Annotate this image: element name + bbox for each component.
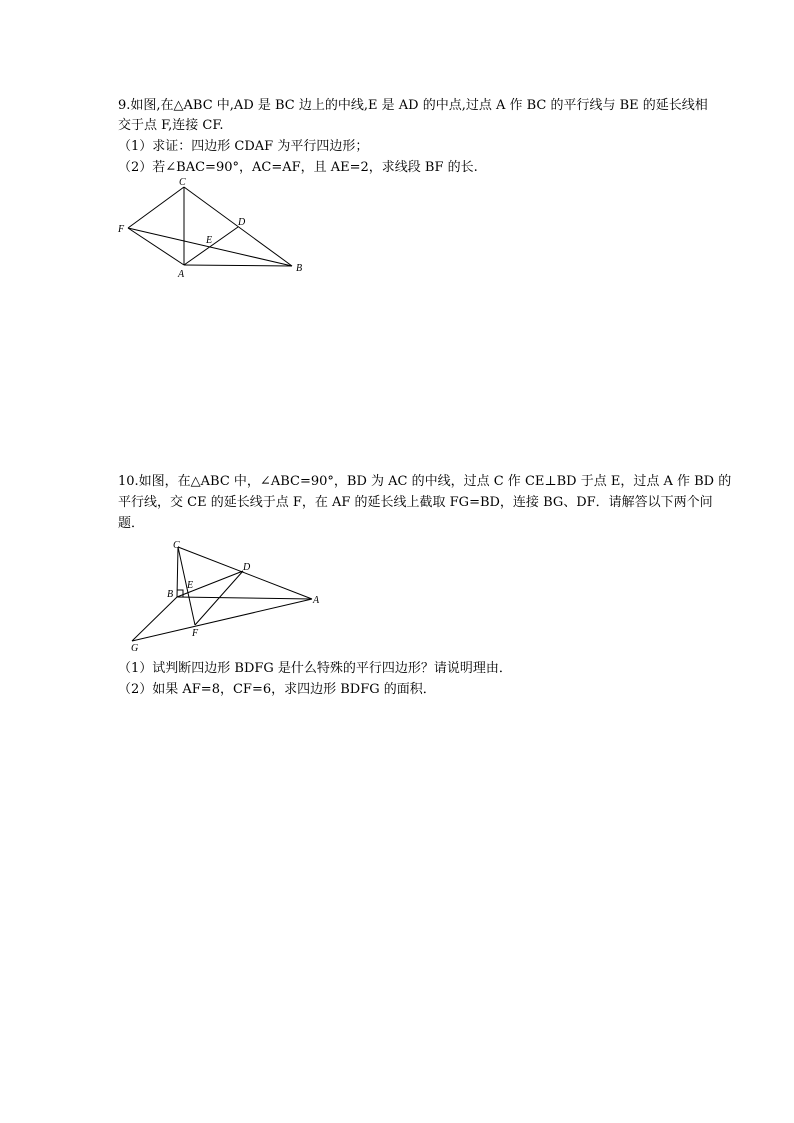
problem9-statement-line1: 9.如图,在△ABC 中,AD 是 BC 边上的中线,E 是 AD 的中点,过点 A 作 BC 的平行线与 BE 的延长线相 (118, 98, 708, 113)
problem10-statement-line2: 平行线，交 CE 的延长线于点 F，在 AF 的延长线上截取 FG=BD，连接 BG、DF．请解答以下两个问 (118, 495, 713, 510)
point-label-c: C (173, 540, 180, 551)
segment-cf (128, 187, 184, 228)
problem9-geometry-figure (110, 175, 320, 285)
problem9-statement-line2: 交于点 F,连接 CF. (118, 118, 224, 133)
problem10-statement-line3: 题． (118, 516, 145, 531)
point-label-a: A (178, 269, 185, 280)
segment-ab (184, 265, 292, 266)
problem10-part2: （2）如果 AF=8，CF=6，求四边形 BDFG 的面积． (118, 682, 436, 697)
problem9-part1: （1）求证：四边形 CDAF 为平行四边形； (118, 139, 369, 154)
point-label-g: G (131, 643, 139, 654)
point-label-b: B (296, 263, 303, 274)
point-label-f: F (192, 628, 199, 639)
point-label-e: E (206, 235, 213, 246)
point-label-e: E (187, 580, 194, 591)
segment-ca (178, 547, 312, 599)
segment-bg (132, 597, 177, 641)
segment-ad (184, 227, 238, 265)
point-label-d: D (243, 562, 251, 573)
point-label-d: D (238, 217, 246, 228)
problem10-part1: （1）试判断四边形 BDFG 是什么特殊的平行四边形？请说明理由． (118, 661, 512, 676)
problem10-geometry-figure (122, 537, 327, 655)
point-label-a: A (313, 595, 320, 606)
problem10-statement-line1: 10.如图，在△ABC 中，∠ABC=90°，BD 为 AC 的中线，过点 C 作 CE⊥BD 于点 E，过点 A 作 BD 的 (118, 474, 732, 489)
segment-fa (128, 228, 184, 265)
point-label-c: C (179, 177, 186, 188)
point-label-f: F (118, 224, 125, 235)
problem9-part2: （2）若∠BAC=90°，AC=AF，且 AE=2，求线段 BF 的长. (118, 160, 478, 175)
segment-ga (132, 599, 312, 641)
segment-ba (177, 597, 312, 599)
point-label-b: B (167, 589, 174, 600)
